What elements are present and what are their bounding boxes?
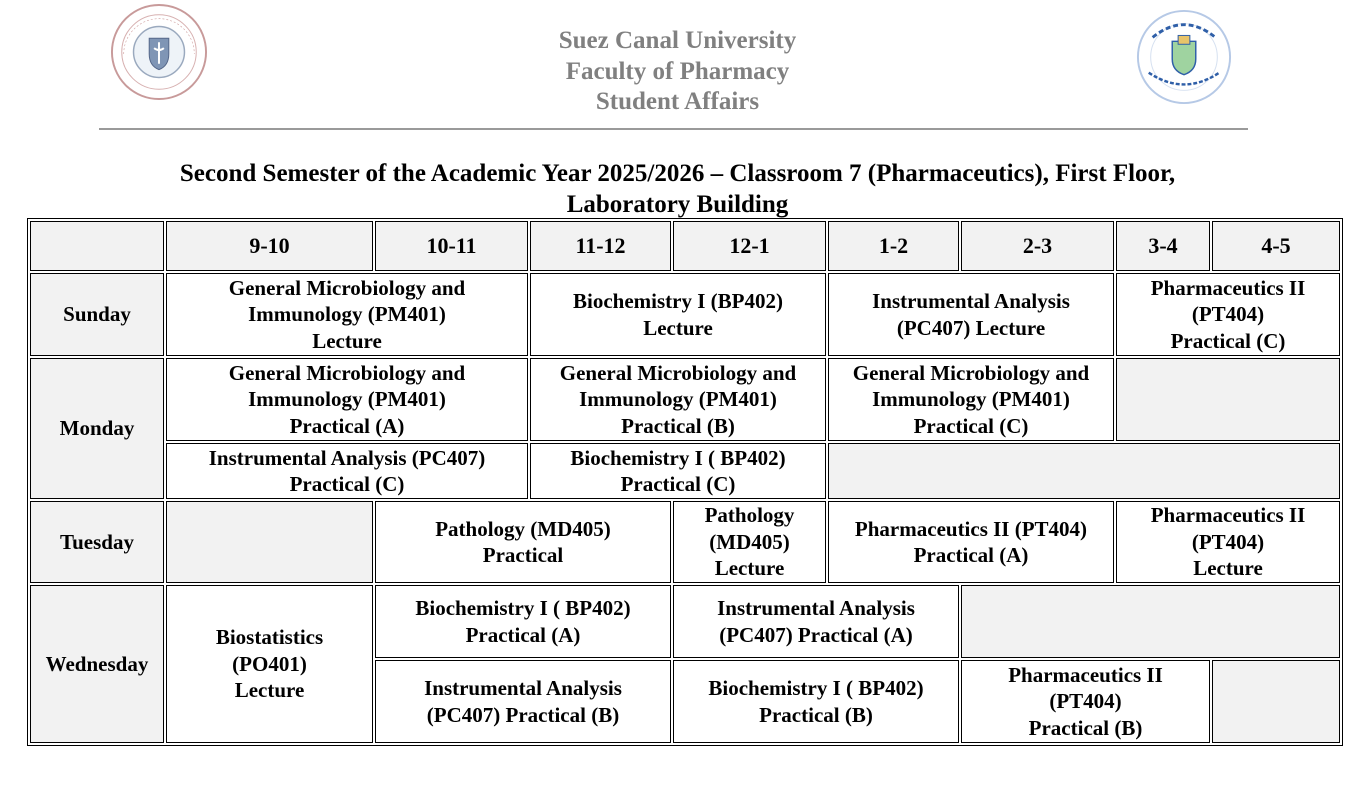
tuesday-row (30, 501, 1340, 583)
monday-row-a (30, 358, 1340, 441)
class-cell: Pharmaceutics II (PT404) Practical (A) (828, 501, 1114, 583)
class-cell: Biochemistry I ( BP402) Practical (A) (375, 585, 671, 658)
empty-cell (1212, 660, 1340, 743)
monday-row-b (30, 443, 1340, 499)
empty-cell (1116, 358, 1340, 441)
header-divider (99, 128, 1248, 130)
time-slot: 2-3 (961, 221, 1114, 271)
class-cell: Instrumental Analysis (PC407) Practical (A) (673, 585, 959, 658)
class-cell: Pathology (MD405) Lecture (673, 501, 826, 583)
time-slot: 4-5 (1212, 221, 1340, 271)
class-cell: Biostatistics (PO401) Lecture (166, 585, 373, 743)
corner-cell (30, 221, 164, 271)
day-label: Monday (30, 358, 164, 499)
department-name: Student Affairs (595, 88, 760, 115)
class-cell: General Microbiology and Immunology (PM401) Lecture (166, 273, 528, 356)
class-cell: Instrumental Analysis (PC407) Lecture (828, 273, 1114, 356)
time-slot: 1-2 (828, 221, 959, 271)
title-line-2: Laboratory Building (566, 191, 789, 218)
wednesday-row-a (30, 585, 1340, 658)
schedule-title (30, 158, 1325, 220)
time-slot: 11-12 (530, 221, 671, 271)
time-header-row (30, 221, 1340, 271)
time-slot: 12-1 (673, 221, 826, 271)
class-cell: Pharmaceutics II (PT404) Practical (C) (1116, 273, 1340, 356)
empty-cell (166, 501, 373, 583)
time-slot: 9-10 (166, 221, 373, 271)
page-header (0, 0, 1355, 135)
class-cell: Instrumental Analysis (PC407) Practical (C) (166, 443, 528, 499)
class-cell: Pathology (MD405) Practical (375, 501, 671, 583)
class-cell: General Microbiology and Immunology (PM401) Practical (B) (530, 358, 826, 441)
day-label: Wednesday (30, 585, 164, 743)
class-cell: Instrumental Analysis (PC407) Practical (B) (375, 660, 671, 743)
day-label: Tuesday (30, 501, 164, 583)
title-line-1: Second Semester of the Academic Year 2025/2026 – Classroom 7 (Pharmaceutics), First Floor, (179, 160, 1176, 187)
university-name: Suez Canal University (558, 27, 797, 54)
time-slot: 3-4 (1116, 221, 1210, 271)
class-cell: Pharmaceutics II (PT404) Practical (B) (961, 660, 1210, 743)
class-cell: General Microbiology and Immunology (PM401) Practical (A) (166, 358, 528, 441)
faculty-name: Faculty of Pharmacy (565, 57, 790, 85)
class-cell: Biochemistry I (BP402) Lecture (530, 273, 826, 356)
class-cell: General Microbiology and Immunology (PM401) Practical (C) (828, 358, 1114, 441)
sunday-row (30, 273, 1340, 356)
university-logo (1134, 8, 1234, 106)
class-cell: Biochemistry I ( BP402) Practical (C) (530, 443, 826, 499)
empty-cell (828, 443, 1340, 499)
class-cell: Pharmaceutics II (PT404) Lecture (1116, 501, 1340, 583)
schedule-table (27, 218, 1343, 746)
day-label: Sunday (30, 273, 164, 356)
empty-cell (961, 585, 1340, 658)
class-cell: Biochemistry I ( BP402) Practical (B) (673, 660, 959, 743)
time-slot: 10-11 (375, 221, 528, 271)
